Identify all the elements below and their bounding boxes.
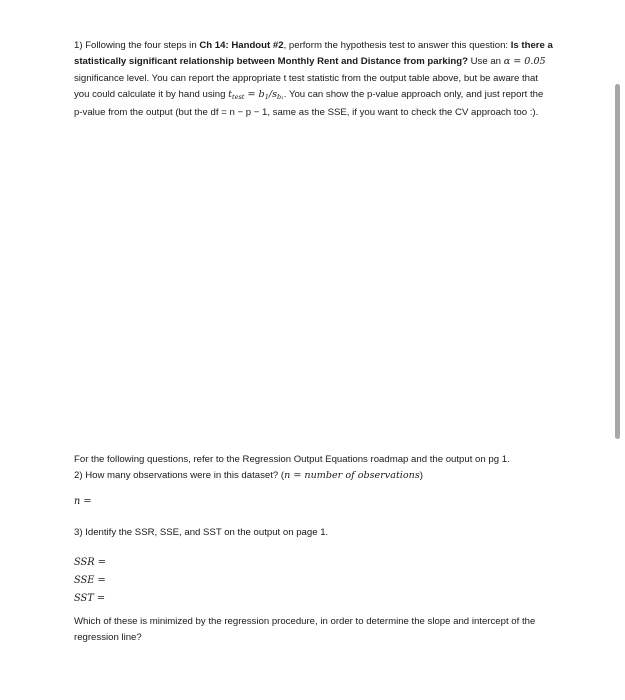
formula-t: t (228, 88, 232, 100)
question-2-paragraph (74, 452, 554, 485)
answer-sse-label: SSE = (74, 575, 106, 586)
answer-ssr-label: SSR = (74, 557, 106, 568)
q1-alpha: α = 0.05 (503, 56, 546, 68)
q2-line2-suffix: ) (419, 470, 423, 482)
formula-eq: = b (244, 88, 265, 100)
q1-question-bold: Is there a statistically significant relationship between Monthly Rent and Distance from parking? (74, 40, 553, 68)
q1-mid: , perform the hypothesis test to answer this question: (283, 40, 511, 51)
q2-line2-math: n = number of observations (284, 470, 420, 482)
q1-after-alpha: significance level. You can report the appropriate t test statistic from the output table above, but be aware that you could calculate it by hand using (74, 72, 538, 100)
question-4-paragraph: Which of these is minimized by the regression procedure, in order to determine the slope and intercept of the regression line? (74, 616, 536, 644)
scrollbar-thumb[interactable] (615, 84, 620, 439)
question-1-paragraph (74, 38, 554, 121)
answer-n-label: n = (74, 496, 92, 507)
q1-after-formula: . You can show the p-value approach only, and just report the p-value from the output (but the df = n − p − 1, same as the SSE, if you want to check the CV approach too :). (74, 88, 544, 119)
answer-sst-label: SST = (74, 593, 106, 604)
formula-div: /s (268, 88, 277, 100)
q1-use-an: Use an (467, 56, 504, 68)
q1-intro: 1) Following the four steps in (74, 40, 200, 51)
q2-line1: For the following questions, refer to the Regression Output Equations roadmap and the output on pg 1. (74, 454, 510, 465)
formula-t-sub: test (232, 92, 245, 101)
q1-chapter-ref: Ch 14: Handout #2 (199, 40, 284, 51)
formula-b-sub: 1 (264, 92, 269, 101)
formula-s-sub: b₁ (277, 92, 284, 101)
question-3-paragraph: 3) Identify the SSR, SSE, and SST on the output on page 1. (74, 527, 329, 538)
q2-line2-prefix: 2) How many observations were in this dataset? ( (74, 470, 285, 482)
q1-formula (228, 89, 284, 100)
